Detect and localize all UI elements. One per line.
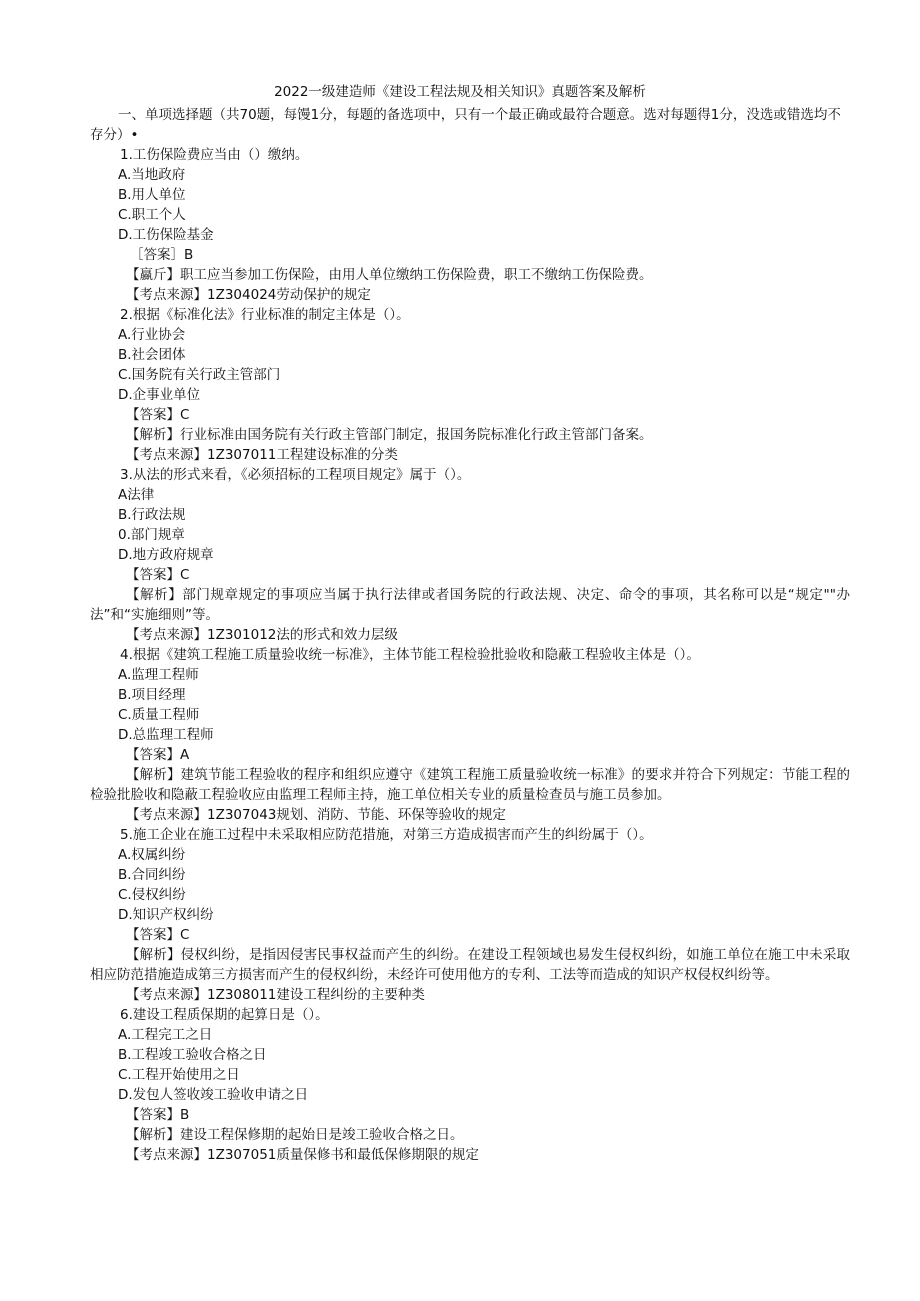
question-block <box>90 825 850 1005</box>
option-a: A法律 <box>118 487 155 503</box>
analysis-line: 【解析】建设工程保修期的起始日是竣工验收合格之日。 <box>126 1127 464 1143</box>
source-line: 【考点来源】1Z308011建设工程纠纷的主要种类 <box>126 987 425 1003</box>
analysis-paragraph: 【解析】部门规章规定的事项应当属于执行法律或者国务院的行政法规、决定、命令的事项，其名称可以是“规定""办法”和“实施细则”等。 <box>90 587 850 623</box>
option-d: D.工伤保险基金 <box>118 227 214 243</box>
option-d: D.总监理工程师 <box>118 727 214 743</box>
option-b: B.工程竣工验收合格之日 <box>118 1047 267 1063</box>
document-title: 2022一级建造师《建设工程法规及相关知识》真题答案及解析 <box>274 84 646 100</box>
option-c: C.质量工程师 <box>118 707 200 723</box>
option-c: C.职工个人 <box>118 207 186 223</box>
question-stem: 1.工伤保险费应当由（）缴纳。 <box>120 147 309 163</box>
analysis-paragraph: 【解析】侵权纠纷，是指因侵害民事权益而产生的纠纷。在建设工程领域也易发生侵权纠纷，如施工单位在施工中未采取相应防范措施造成第三方损害而产生的侵权纠纷，未经许可使用他方的专利、工法等而造成的知识产权侵权纠纷等。 <box>90 947 850 983</box>
option-d: D.发包人签收竣工验收申请之日 <box>118 1087 309 1103</box>
answer-line: 【答案】A <box>126 747 190 763</box>
source-line: 【考点来源】1Z307043规划、消防、节能、环保等验收的规定 <box>126 807 506 823</box>
option-b: B.合同纠纷 <box>118 867 186 883</box>
question-stem: 5.施工企业在施工过程中未采取相应防范措施，对第三方造成损害而产生的纠纷属于（）。 <box>120 827 653 843</box>
option-b: B.项目经理 <box>118 687 186 703</box>
answer-line: 【答案】C <box>126 567 190 583</box>
option-a: A.行业协会 <box>118 327 186 343</box>
source-line: 【考点来源】1Z307051质量保修书和最低保修期限的规定 <box>126 1147 479 1163</box>
option-a: A.监理工程师 <box>118 667 199 683</box>
option-c: 0.部门规章 <box>118 527 185 543</box>
source-line: 【考点来源】1Z307011工程建设标准的分类 <box>126 447 398 463</box>
option-a: A.当地政府 <box>118 167 186 183</box>
question-block <box>118 1005 850 1165</box>
answer-line: 【答案】C <box>126 927 190 943</box>
question-block <box>90 465 850 645</box>
document-body <box>90 105 850 1165</box>
analysis-line: 【蠃斤】职工应当参加工伤保险，由用人单位缴纳工伤保险费，职工不缴纳工伤保险费。 <box>126 267 653 283</box>
option-b: B.行政法规 <box>118 507 186 523</box>
option-c: C.国务院有关行政主管部门 <box>118 367 281 383</box>
answer-line: 【答案】B <box>126 1107 190 1123</box>
option-a: A.工程完工之日 <box>118 1027 213 1043</box>
answer-line: ［答案］B <box>130 247 194 263</box>
question-stem: 3.从法的形式来看，《必须招标的工程项目规定》属于（）。 <box>120 467 471 483</box>
question-stem: 2.根据《标准化法》行业标准的制定主体是（）。 <box>120 307 410 323</box>
option-b: B.社会团体 <box>118 347 186 363</box>
option-c: C.工程开始使用之日 <box>118 1067 240 1083</box>
analysis-line: 【解析】行业标准由国务院有关行政主管部门制定，报国务院标准化行政主管部门备案。 <box>126 427 653 443</box>
source-line: 【考点来源】1Z301012法的形式和效力层级 <box>126 627 398 643</box>
option-c: C.侵权纠纷 <box>118 887 186 903</box>
section-intro: 一、单项选择题（共70题，每馒1分，每题的备选项中，只有一个最正确或最符合题意。选对每题得1分，没选或错选均不存分）• <box>90 107 841 143</box>
option-d: D.企事业单位 <box>118 387 201 403</box>
option-d: D.地方政府规章 <box>118 547 214 563</box>
source-line: 【考点来源】1Z304024劳动保护的规定 <box>126 287 371 303</box>
question-stem: 4.根据《建筑工程施工质量验收统一标准》，主体节能工程检验批验收和隐蔽工程验收主体是（）。 <box>120 647 700 663</box>
answer-line: 【答案】C <box>126 407 190 423</box>
option-a: A.权属纠纷 <box>118 847 186 863</box>
question-stem: 6.建设工程质保期的起算日是（）。 <box>120 1007 329 1023</box>
question-block <box>118 145 850 305</box>
question-block <box>118 305 850 465</box>
question-block <box>90 645 850 825</box>
option-b: B.用人单位 <box>118 187 186 203</box>
analysis-paragraph: 【解析】建筑节能工程验收的程序和组织应遵守《建筑工程施工质量验收统一标准》的要求并符合下列规定：节能工程的检验批脸收和隐蔽工程验收应由监理工程师主持，施工单位相关专业的质量检查员与施工员参加。 <box>90 767 850 803</box>
option-d: D.知识产权纠纷 <box>118 907 214 923</box>
